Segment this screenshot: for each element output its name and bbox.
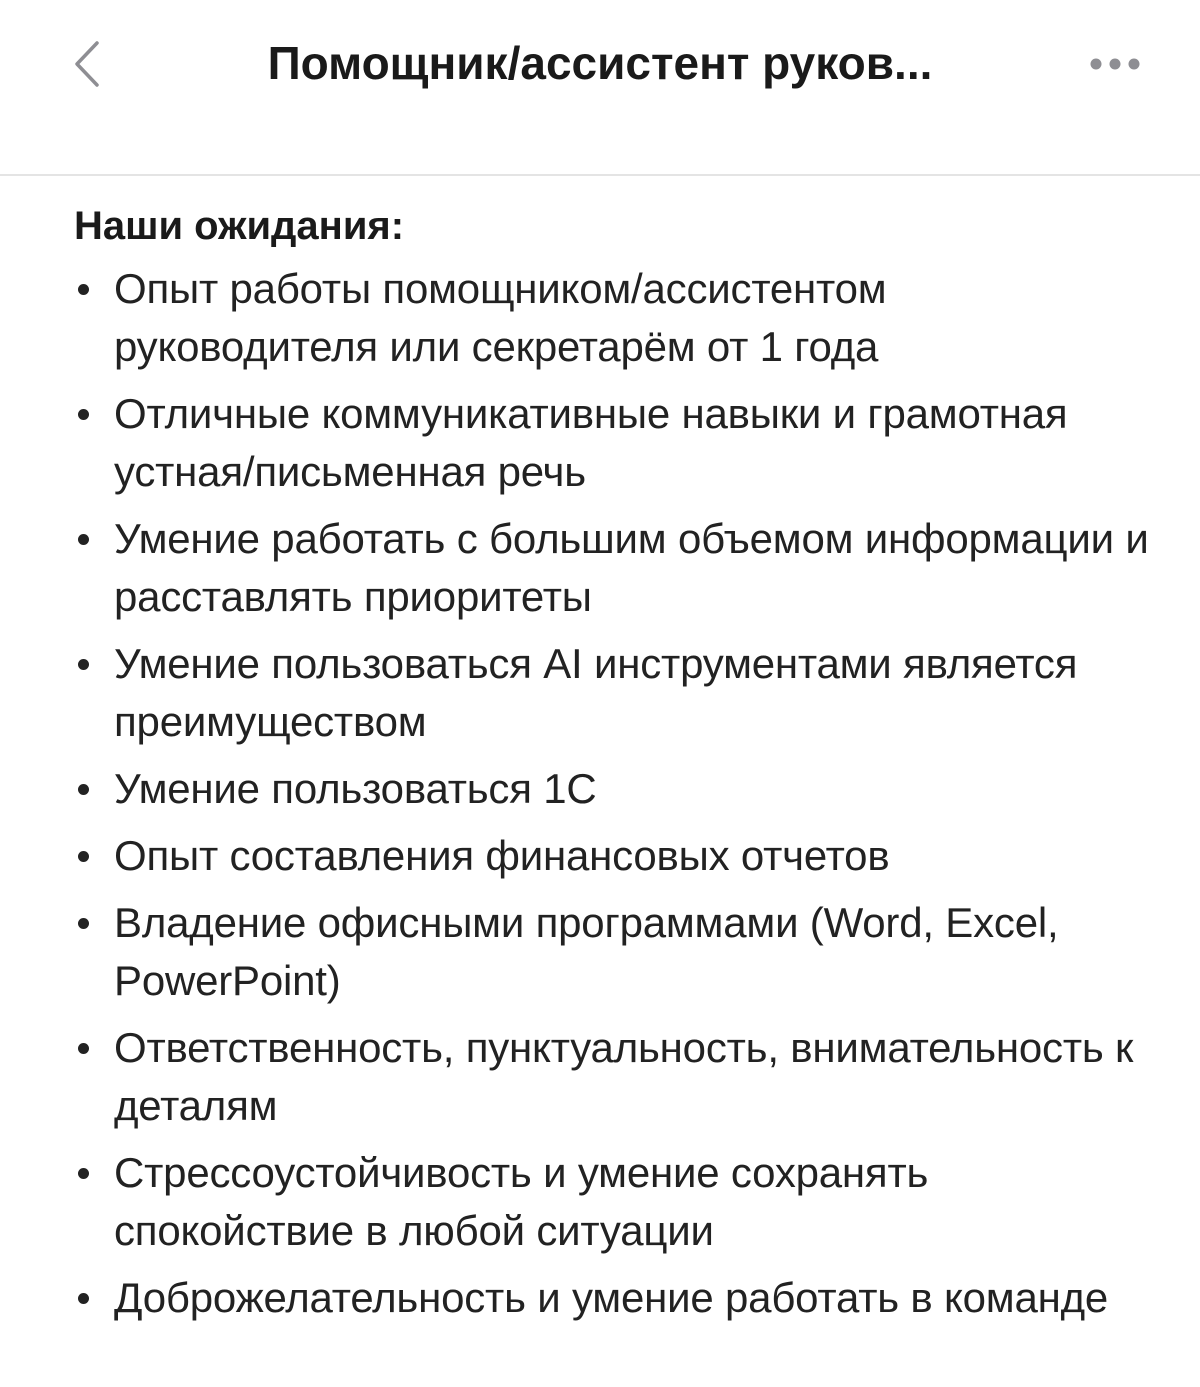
list-item: Опыт составления финансовых отчетов — [74, 827, 1160, 885]
list-item: Умение пользоваться 1С — [74, 760, 1160, 818]
list-item: Ответственность, пунктуальность, внимательность к деталям — [74, 1019, 1160, 1135]
description-content — [0, 176, 1200, 1327]
list-item: Умение пользоваться AI инструментами является преимуществом — [74, 635, 1160, 751]
page-title: Помощник/ассистент руков... — [267, 37, 933, 89]
list-item: Владение офисными программами (Word, Excel, PowerPoint) — [74, 894, 1160, 1010]
section-heading: Наши ожидания: — [74, 204, 405, 248]
list-item: Стрессоустойчивость и умение сохранять спокойствие в любой ситуации — [74, 1144, 1160, 1260]
chevron-left-icon — [71, 39, 101, 89]
list-item: Опыт работы помощником/ассистентом руководителя или секретарём от 1 года — [74, 260, 1160, 376]
list-item: Доброжелательность и умение работать в команде — [74, 1269, 1160, 1327]
requirements-list — [74, 260, 1160, 1327]
list-item: Умение работать с большим объемом информации и расставлять приоритеты — [74, 510, 1160, 626]
more-options-button[interactable] — [1080, 40, 1150, 88]
back-button[interactable] — [58, 36, 114, 92]
more-horizontal-icon — [1089, 57, 1141, 71]
list-item: Отличные коммуникативные навыки и грамотная устная/письменная речь — [74, 385, 1160, 501]
top-bar — [0, 0, 1200, 176]
